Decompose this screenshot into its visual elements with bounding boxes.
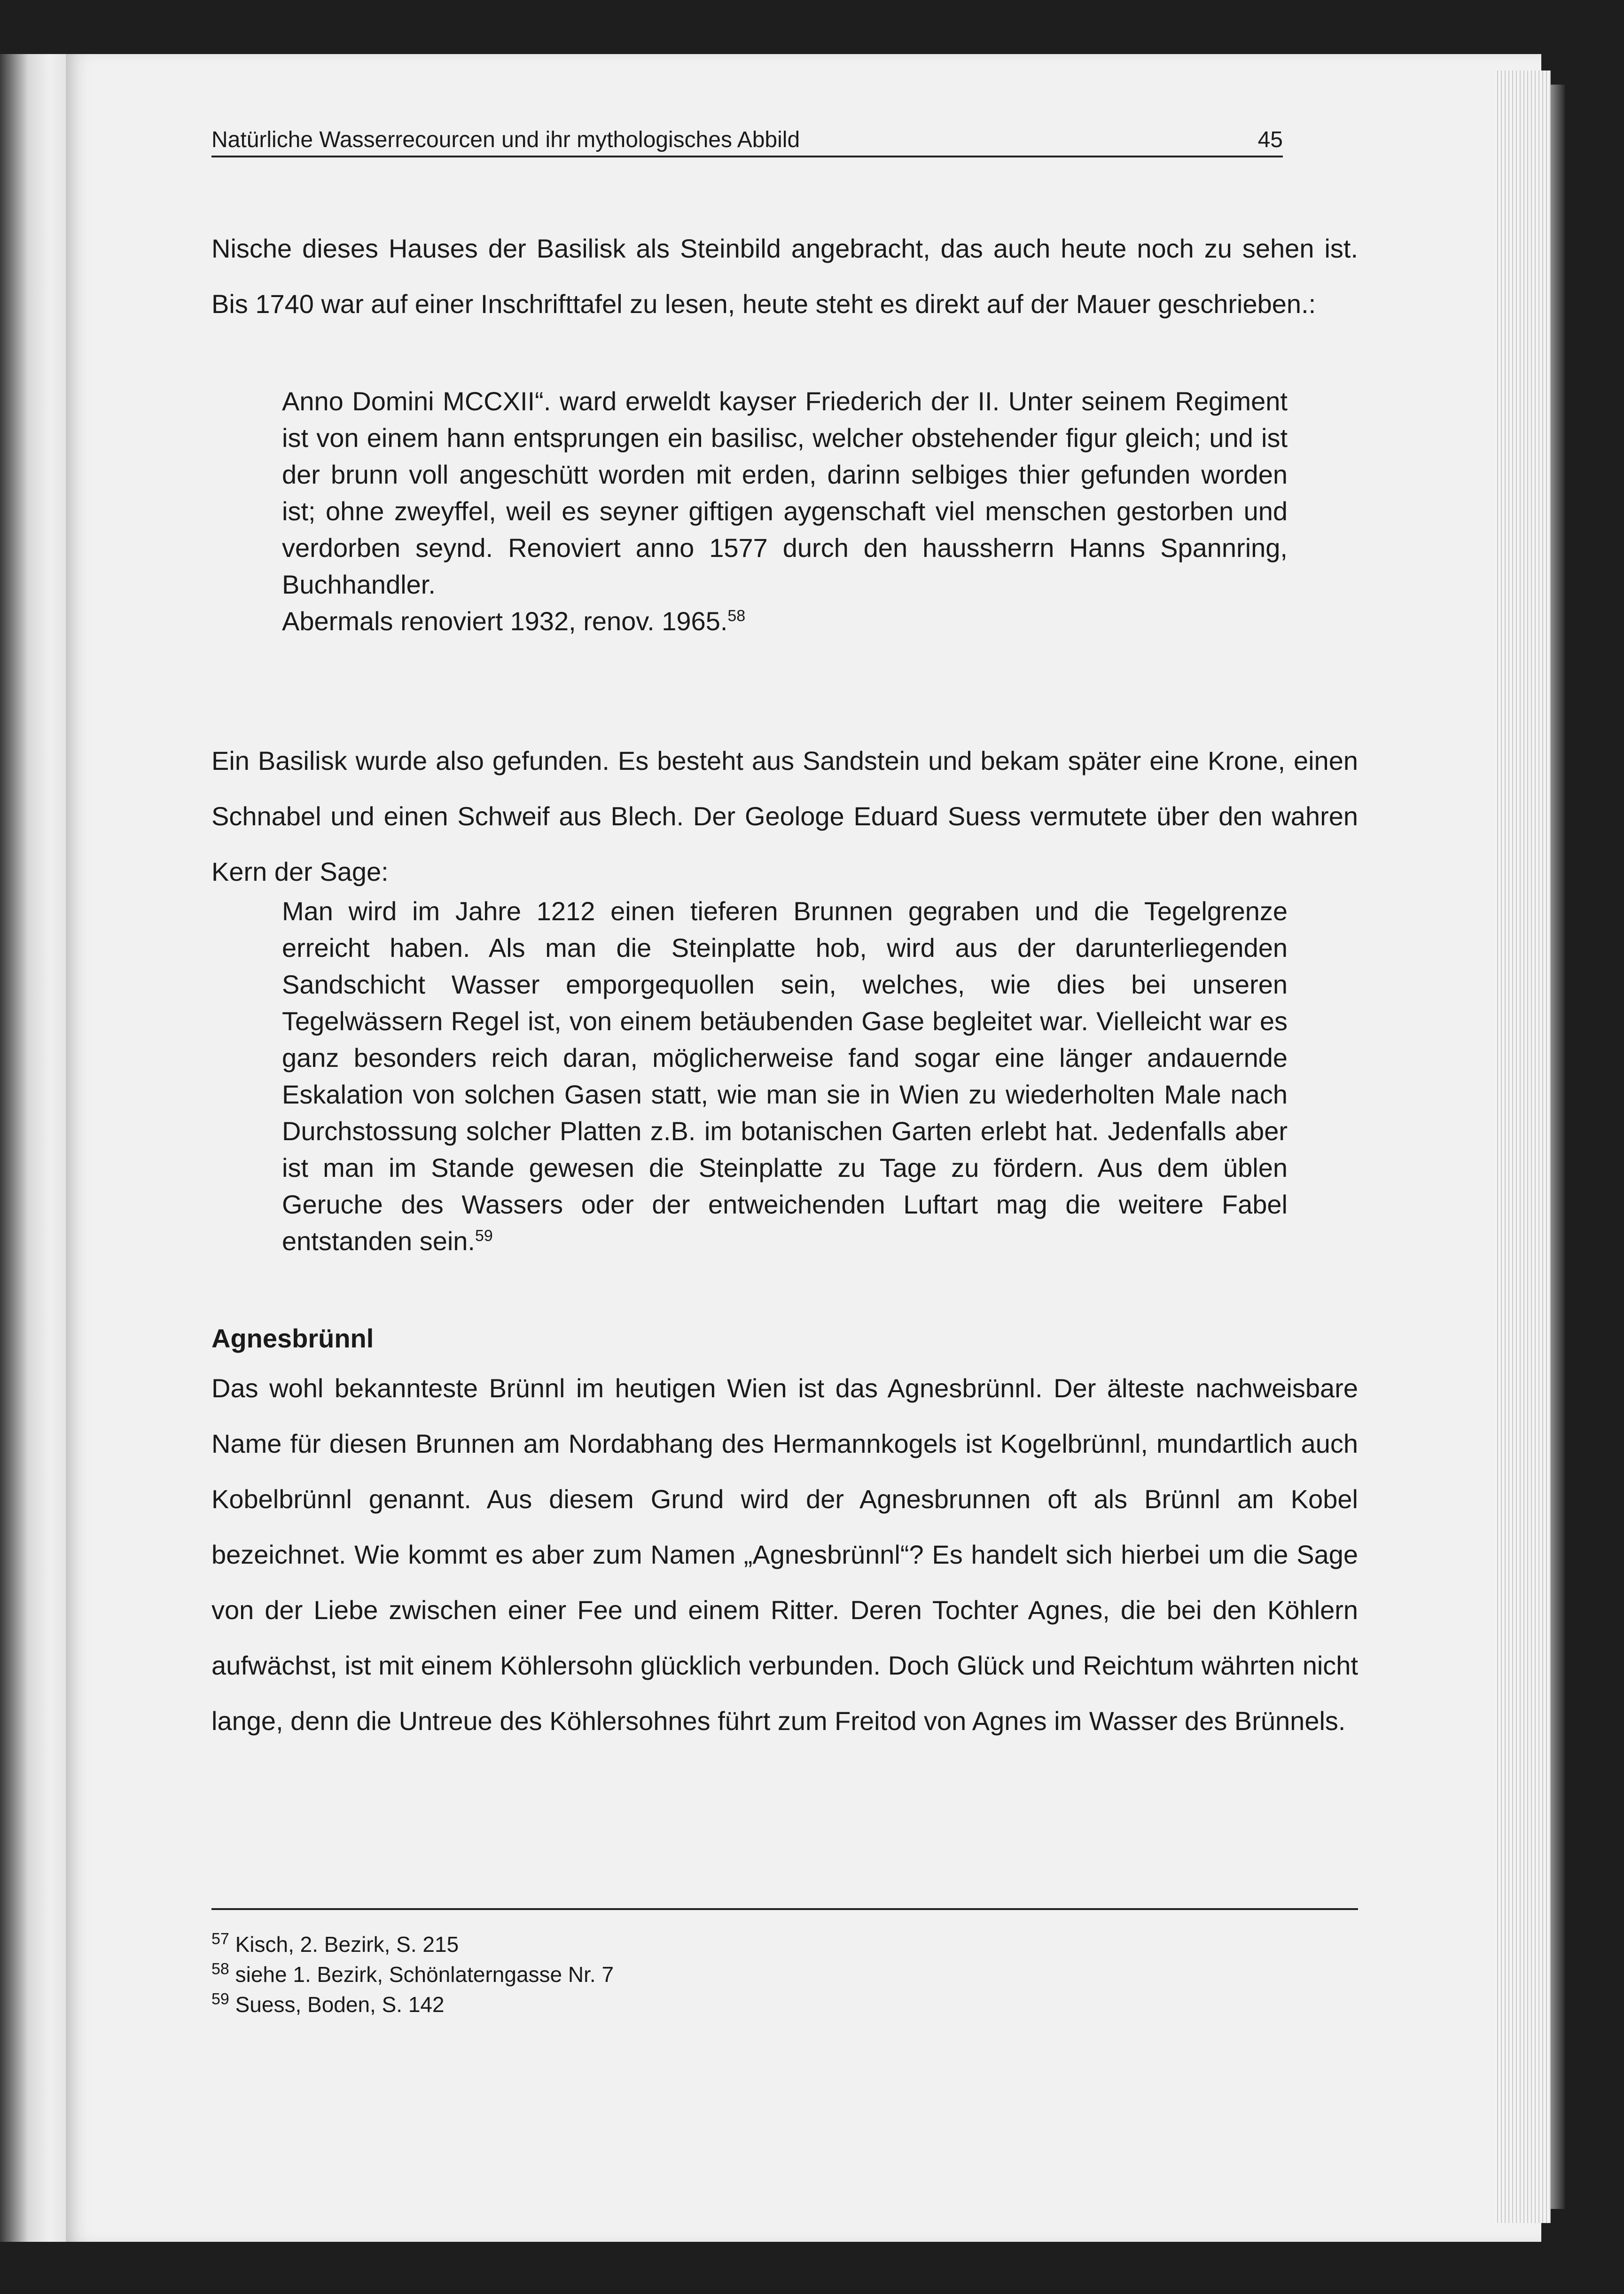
- block-quote-suess: [282, 893, 1288, 1260]
- paragraph-agnesbruennl: Das wohl bekannteste Brünnl im heutigen Wien ist das Agnesbrünnl. Der älteste nachweisbare Name für diesen Brunnen am Nordabhang des Hermannkogels ist Kogelbrünnl, mundartlich auch Kobelbrünnl genannt. Aus diesem Grund wird der Agnesbrunnen oft als Brünnl am Kobel bezeichnet. Wie kommt es aber zum Namen „Agnesbrünnl“? Es handelt sich hierbei um die Sage von der Liebe zwischen einer Fee und einem Ritter. Deren Tochter Agnes, die bei den Köhlern aufwächst, ist mit einem Köhlersohn glücklich verbunden. Doch Glück und Reichtum währten nicht lange, denn die Untreue des Köhlersohnes führt zum Freitod von Agnes im Wasser des Brünnels.: [211, 1373, 1358, 1736]
- inscription-last-line: [282, 603, 1288, 640]
- footnote-text: Kisch, 2. Bezirk, S. 215: [235, 1932, 459, 1957]
- footnote-59: [211, 1989, 614, 2020]
- footnotes: [211, 1929, 614, 2020]
- page-number: 45: [1257, 127, 1283, 152]
- page-edge-stack: [1494, 70, 1551, 2223]
- footnote-number: 59: [211, 1990, 229, 2008]
- running-header: [211, 127, 1283, 157]
- book-edge-shadow: [1551, 85, 1565, 2209]
- facing-page-edge: [0, 54, 70, 2242]
- section-heading-agnesbruennl: Agnesbrünnl: [211, 1323, 374, 1353]
- running-header-title: Natürliche Wasserrecourcen und ihr mythologisches Abbild: [211, 127, 800, 152]
- footnote-text: siehe 1. Bezirk, Schönlaterngasse Nr. 7: [235, 1962, 614, 1987]
- footnote-ref-59[interactable]: 59: [475, 1227, 493, 1245]
- footnote-57: [211, 1929, 614, 1959]
- paragraph-basilisk-intro: Nische dieses Hauses der Basilisk als Steinbild angebracht, das auch heute noch zu sehen ist. Bis 1740 war auf einer Inschrifttafel zu lesen, heute steht es direkt auf der Mauer geschrieben.:: [211, 234, 1358, 319]
- paragraph-basilisk-found: Ein Basilisk wurde also gefunden. Es besteht aus Sandstein und bekam später eine Krone, einen Schnabel und einen Schweif aus Blech. Der Geologe Eduard Suess vermutete über den wahren Kern der Sage:: [211, 746, 1358, 886]
- inscription-renovation: Abermals renoviert 1932, renov. 1965.: [282, 606, 728, 636]
- footnote-text: Suess, Boden, S. 142: [235, 1992, 445, 2017]
- footnote-ref-58[interactable]: 58: [727, 607, 746, 625]
- footnote-58: [211, 1959, 614, 1989]
- suess-quote-text: Man wird im Jahre 1212 einen tieferen Brunnen gegraben und die Tegelgrenze erreicht haben. Als man die Steinplatte hob, wird aus der darunterliegenden Sandschicht Wasser emporgequollen sein, welches, wie dies bei unseren Tegelwässern Regel ist, von einem betäubenden Gase begleitet war. Vielleicht war es ganz besonders reich daran, möglicherweise fand sogar eine länger andauernde Eskalation von solchen Gasen statt, wie man sie in Wien zu wiederholten Male nach Durchstossung solcher Platten z.B. im botanischen Garten erlebt hat. Jedenfalls aber ist man im Stande gewesen die Steinplatte zu Tage zu fördern. Aus dem üblen Geruche des Wassers oder der entweichenden Luftart mag die weitere Fabel entstanden sein.: [282, 896, 1288, 1256]
- block-quote-inscription: [282, 383, 1288, 640]
- footnote-separator: [211, 1908, 1358, 1910]
- inscription-text: Anno Domini MCCXII“. ward erweldt kayser Friederich der II. Unter seinem Regiment ist von einem hann entsprungen ein basilisc, welcher obstehender figur gleich; und ist der brunn voll angeschütt worden mit erden, darinn selbiges thier gefunden worden ist; ohne zweyffel, weil es seyner giftigen aygenschaft viel menschen gestorben und verdorben seynd. Renoviert anno 1577 durch den haussherrn Hanns Spannring, Buchhandler.: [282, 386, 1288, 599]
- footnote-number: 57: [211, 1930, 229, 1948]
- footnote-number: 58: [211, 1960, 229, 1978]
